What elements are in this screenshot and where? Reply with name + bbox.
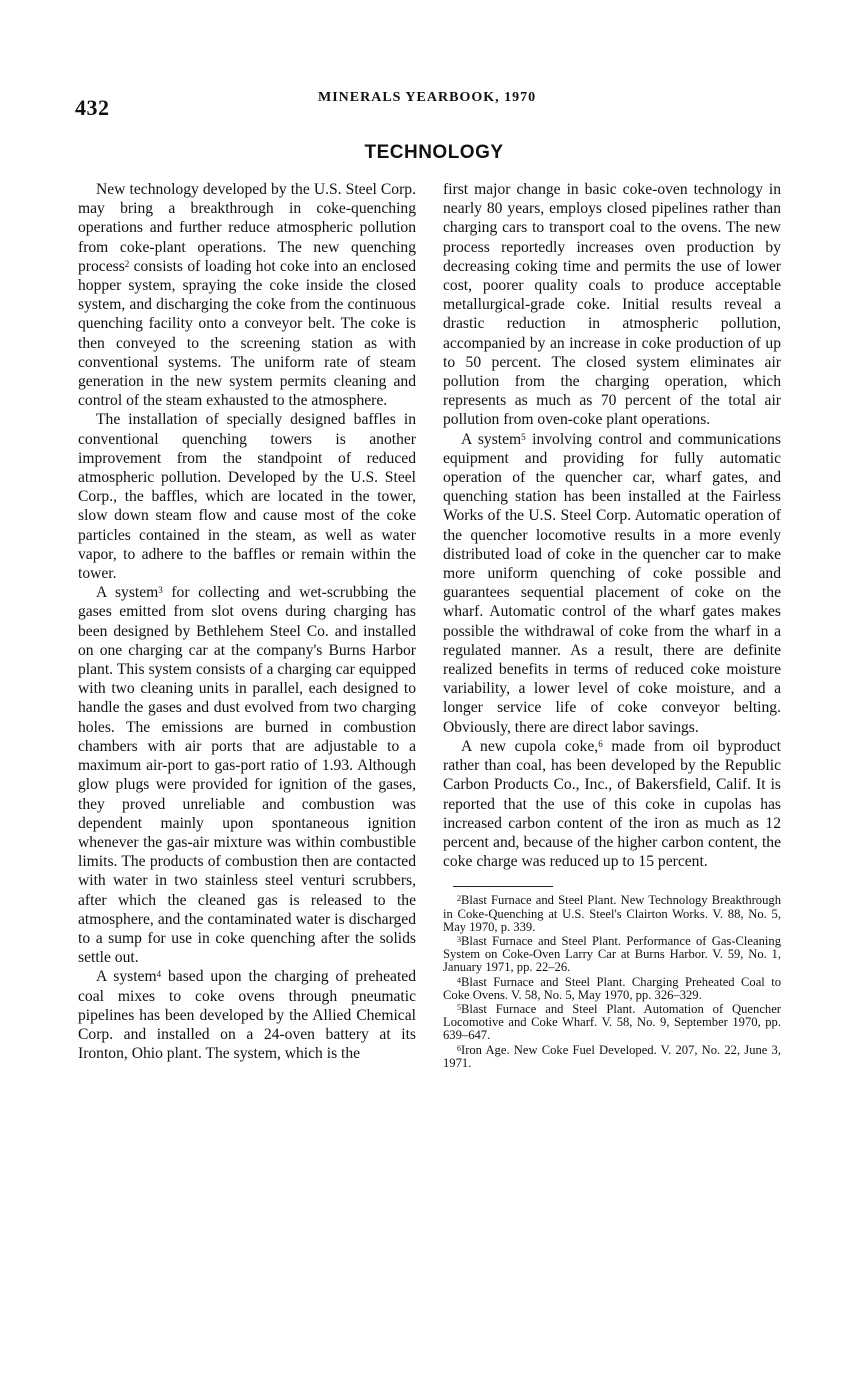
footnote-5: $^5$Blast Furnace and Steel Plant. Automation of Quencher Locomotive and Coke Wharf. V. 58, No. 9, September 1970, pp. 639–647. — [443, 1001, 781, 1043]
paragraph-baffles: The installation of specially designed baffles in conventional quenching towers is another improvement from the standpoint of reduced atmospheric pollution. Developed by the U.S. Steel Corp., the baffles, which are located in the tower, slow down steam flow and cause most of the coke particles contained in the steam, as well as water vapor, to adhere to the baffles or remain within the tower. — [78, 411, 416, 583]
footnote-3: $^3$Blast Furnace and Steel Plant. Performance of Gas-Cleaning System on Coke-Oven Larry Car at Burns Harbor. V. 59, No. 1, January 1971, pp. 22–26. — [443, 933, 781, 975]
paragraph-quencher-automation: A system$^5$ involving control and communications equipment and providing for fully automatic operation of the quencher car, wharf gates, and quenching station has been installed at the Fairless Works of the U.S. Steel Corp. Automatic operation of the quencher locomotive results in a more evenly distributed load of coke in the quencher car to make more uniform quenching of coke possible and guarantees sequential placement of coke on the wharf. Automatic control of the wharf gates makes possible the withdrawal of coke from the wharf in a regulated manner. As a result, there are definite realized benefits in terms of reduced coke moisture variability, a lower level of coke moisture, and a longer service life of coke conveyor belting. Obviously, there are direct labor savings. — [443, 430, 781, 736]
section-title: TECHNOLOGY — [364, 142, 504, 163]
footnote-6: $^6$Iron Age. New Coke Fuel Developed. V. 207, No. 22, June 3, 1971. — [443, 1042, 781, 1070]
paragraph-cupola-coke: A new cupola coke,$^6$ made from oil byproduct rather than coal, has been developed by the Republic Carbon Products Co., Inc., of Bakersfield, Calif. It is reported that the use of this coke in cupolas has increased carbon content of the iron as much as 12 percent and, because of the higher carbon content, the coke charge was reduced up to 15 percent. — [443, 737, 781, 871]
footnote-ref-2: 2 — [124, 258, 130, 269]
footnote-2: $^2$Blast Furnace and Steel Plant. New Technology Breakthrough in Coke-Quenching at U.S. Steel's Clairton Works. V. 88, No. 5, May 1970, p. 339. — [443, 893, 781, 934]
footnote-4: $^4$Blast Furnace and Steel Plant. Charging Preheated Coal to Coke Ovens. V. 58, No. 5, May 1970, pp. 326–329. — [443, 974, 781, 1002]
footnote-ref-3: 3 — [158, 585, 163, 596]
footnote-divider — [453, 886, 553, 887]
running-header: MINERALS YEARBOOK, 1970 — [318, 90, 537, 105]
left-column — [78, 180, 416, 1063]
footnotes — [443, 894, 781, 1070]
paragraph-wet-scrubbing: A system$^3$ for collecting and wet-scrubbing the gases emitted from slot ovens during charging has been designed by Bethlehem Steel Co. and installed on one charging car at the company's Burns Harbor plant. This system consists of a charging car equipped with two cleaning units in parallel, each designed to handle the gases and dust evolved from two charging holes. The emissions are burned in combustion chambers with air ports that are adjustable to a maximum air-port to gas-port ratio of 1.93. Although glow plugs were provided for ignition of the gases, they proved unreliable and combustion was dependent mainly upon spontaneous ignition whenever the gas-air mixture was within combustible limits. The products of combustion then are contacted with water in two stainless steel venturi scrubbers, after which the cleaned gas is released to the atmosphere, and the contaminated water is discharged to a sump for use in coke quenching after the solids settle out. — [78, 584, 416, 967]
footnote-ref-6: 6 — [598, 738, 603, 749]
right-column — [443, 180, 781, 1071]
footnote-ref-5: 5 — [521, 431, 526, 442]
paragraph-preheated-coal: A system$^4$ based upon the charging of preheated coal mixes to coke ovens through pneumatic pipelines has been developed by the Allied Chemical Corp. and installed on a 24-oven battery at its Ironton, Ohio plant. The system, which is the — [78, 968, 416, 1063]
paragraph-preheated-coal-continued: first major change in basic coke-oven technology in nearly 80 years, employs closed pipelines rather than charging cars to transport coal to the ovens. The new process reportedly increases oven production by decreasing coking time and permits the use of lower cost, poorer quality coals to produce acceptable metallurgical-grade coke. Initial results reveal a drastic reduction in atmospheric pollution, accompanied by an increase in coke production of up to 50 percent. The closed system eliminates air pollution from the charging operation, which represents as much as 70 percent of the total air pollution from oven-coke plant operations. — [443, 181, 781, 429]
page-number: 432 — [75, 95, 110, 120]
footnote-ref-4: 4 — [156, 969, 162, 980]
paragraph-quenching-process: New technology developed by the U.S. Steel Corp. may bring a breakthrough in coke-quenching operations and further reduce atmospheric pollution from coke-plant operations. The new quenching process$^2$ consists of loading hot coke into an enclosed hopper system, spraying the coke inside the closed system, and discharging the coke from the continuous quenching facility onto a conveyor belt. The coke is then conveyed to the screening station as with conventional systems. The uniform rate of steam generation in the new system permits cleaning and control of the steam exhausted to the atmosphere. — [78, 181, 416, 410]
